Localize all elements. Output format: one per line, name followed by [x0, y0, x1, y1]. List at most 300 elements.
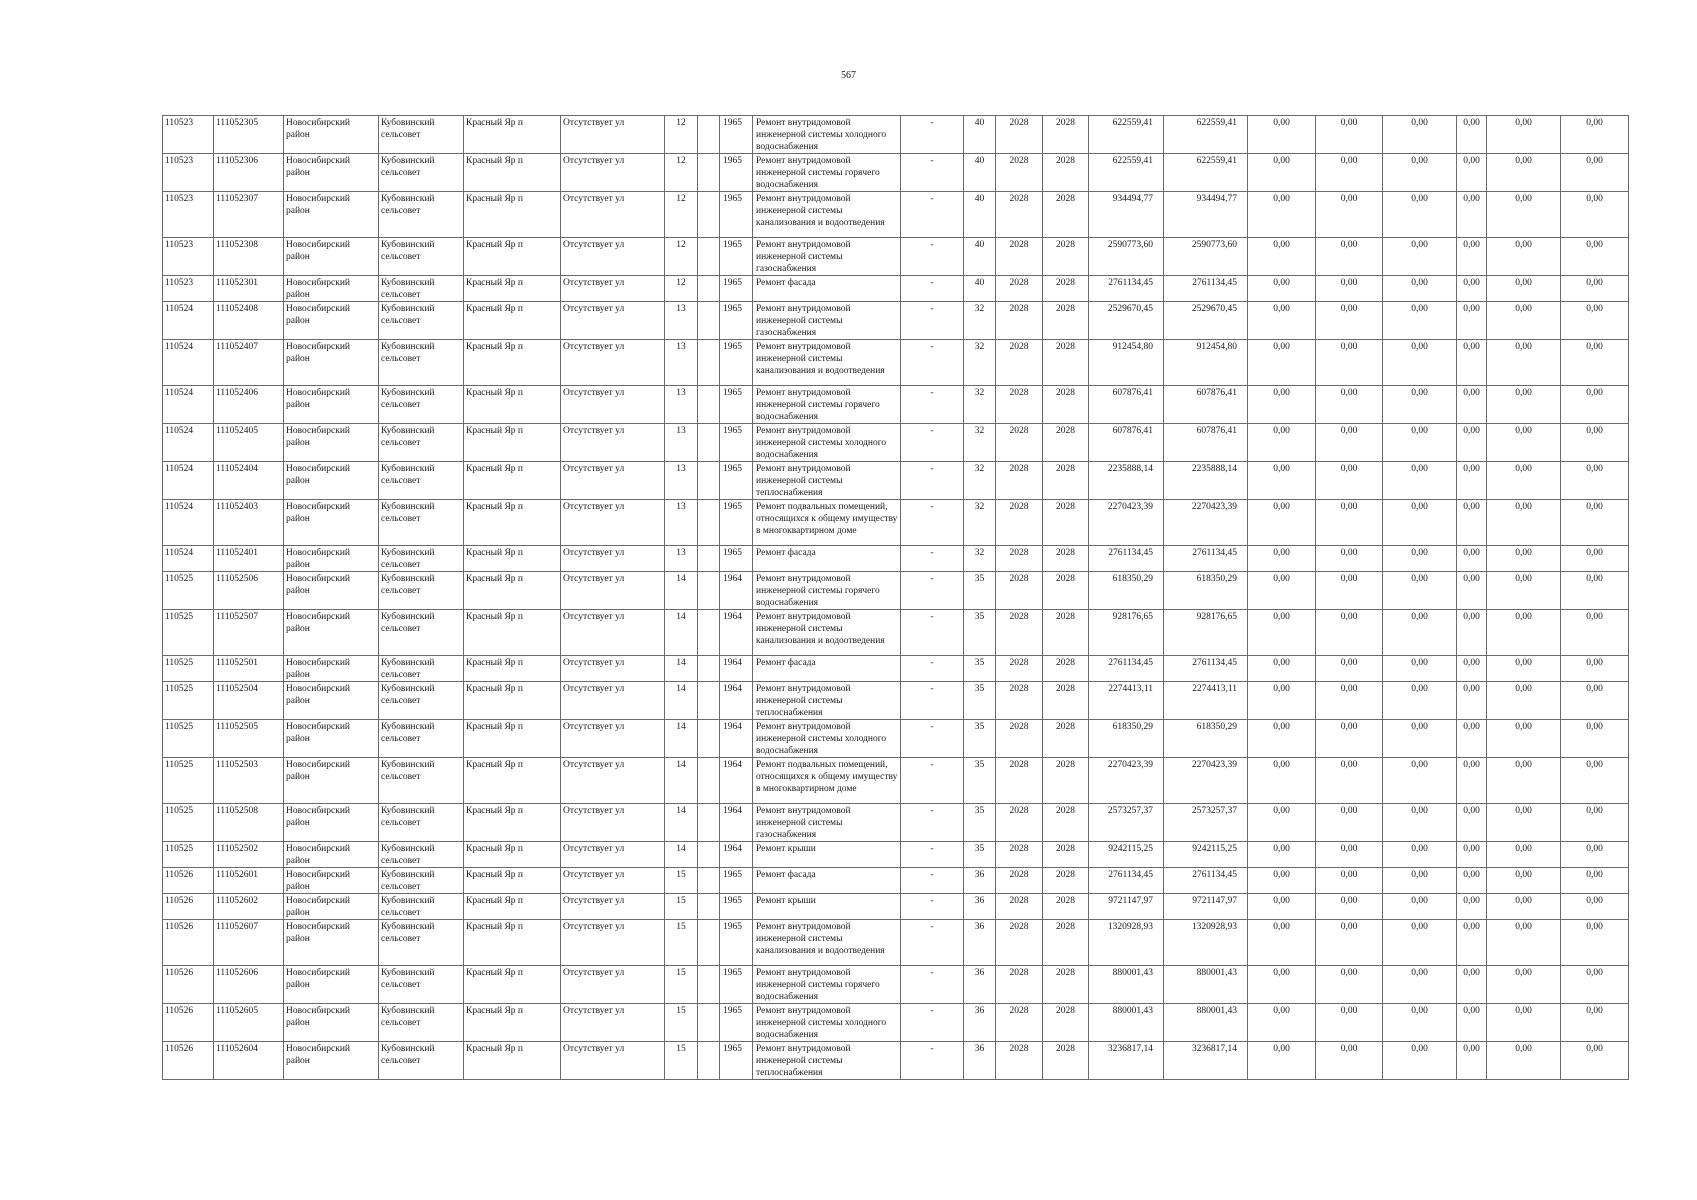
cell-plan-year-start: 2028	[996, 462, 1043, 500]
cell-cost-extra: 0,00	[1561, 920, 1629, 966]
cell-cost-fund: 618350,29	[1164, 572, 1248, 610]
cell-unit: -	[901, 116, 964, 154]
cell-plan-year-start: 2028	[996, 500, 1043, 546]
cell-street: Отсутствует ул	[561, 842, 665, 868]
cell-plan-year-start: 2028	[996, 340, 1043, 386]
cell-cost-local: 0,00	[1383, 340, 1457, 386]
cell-street: Отсутствует ул	[561, 424, 665, 462]
cell-settlement: Кубовинский сельсовет	[379, 302, 464, 340]
cell-cost-other: 0,00	[1457, 302, 1487, 340]
cell-cost-federal: 0,00	[1248, 462, 1316, 500]
cell-house-number: 13	[665, 500, 698, 546]
cell-unit: -	[901, 758, 964, 804]
cell-cost-total: 2761134,45	[1089, 868, 1164, 894]
cell-district: Новосибирский район	[284, 386, 379, 424]
cell-cost-other: 0,00	[1457, 1042, 1487, 1080]
cell-wear-percent: 36	[964, 894, 996, 920]
cell-work-type: Ремонт внутридомовой инженерной системы канализования и водоотведения	[753, 920, 901, 966]
cell-cost-federal: 0,00	[1248, 154, 1316, 192]
cell-work-type: Ремонт внутридомовой инженерной системы теплоснабжения	[753, 682, 901, 720]
cell-cost-total: 618350,29	[1089, 720, 1164, 758]
cell-cost-extra: 0,00	[1561, 116, 1629, 154]
cell-work-type: Ремонт внутридомовой инженерной системы горячего водоснабжения	[753, 386, 901, 424]
cell-cost-total: 928176,65	[1089, 610, 1164, 656]
cell-cost-total: 2761134,45	[1089, 656, 1164, 682]
cell-house-letter	[698, 966, 720, 1004]
cell-cost-fund: 622559,41	[1164, 116, 1248, 154]
cell-unit: -	[901, 868, 964, 894]
cell-settlement: Кубовинский сельсовет	[379, 656, 464, 682]
cell-settlement: Кубовинский сельсовет	[379, 192, 464, 238]
table-row	[163, 1004, 1629, 1042]
cell-cost-owners: 0,00	[1487, 610, 1561, 656]
cell-street: Отсутствует ул	[561, 462, 665, 500]
cell-cost-other: 0,00	[1457, 682, 1487, 720]
cell-district: Новосибирский район	[284, 842, 379, 868]
cell-settlement: Кубовинский сельсовет	[379, 462, 464, 500]
table-row	[163, 610, 1629, 656]
cell-build-year: 1965	[720, 546, 753, 572]
cell-district: Новосибирский район	[284, 424, 379, 462]
cell-cost-total: 9721147,97	[1089, 894, 1164, 920]
cell-unit: -	[901, 276, 964, 302]
cell-plan-year-start: 2028	[996, 276, 1043, 302]
cell-cost-total: 618350,29	[1089, 572, 1164, 610]
cell-build-year: 1964	[720, 804, 753, 842]
cell-plan-year-start: 2028	[996, 1004, 1043, 1042]
cell-cost-fund: 2761134,45	[1164, 656, 1248, 682]
table-row	[163, 720, 1629, 758]
cell-work-type: Ремонт внутридомовой инженерной системы газоснабжения	[753, 804, 901, 842]
cell-build-year: 1964	[720, 720, 753, 758]
cell-cost-total: 607876,41	[1089, 424, 1164, 462]
cell-unit: -	[901, 720, 964, 758]
cell-cost-fund: 607876,41	[1164, 386, 1248, 424]
cell-cost-regional: 0,00	[1316, 302, 1383, 340]
cell-work-type: Ремонт внутридомовой инженерной системы канализования и водоотведения	[753, 340, 901, 386]
cell-settlement: Кубовинский сельсовет	[379, 116, 464, 154]
cell-work-code: 111052607	[214, 920, 284, 966]
cell-build-year: 1965	[720, 302, 753, 340]
cell-cost-federal: 0,00	[1248, 720, 1316, 758]
cell-district: Новосибирский район	[284, 192, 379, 238]
cell-locality: Красный Яр п	[464, 238, 561, 276]
table-row	[163, 804, 1629, 842]
cell-cost-regional: 0,00	[1316, 546, 1383, 572]
cell-plan-year-start: 2028	[996, 238, 1043, 276]
cell-plan-year-end: 2028	[1043, 302, 1089, 340]
cell-cost-other: 0,00	[1457, 720, 1487, 758]
cell-work-code: 111052404	[214, 462, 284, 500]
cell-cost-total: 2529670,45	[1089, 302, 1164, 340]
cell-cost-federal: 0,00	[1248, 894, 1316, 920]
cell-street: Отсутствует ул	[561, 340, 665, 386]
cell-cost-extra: 0,00	[1561, 500, 1629, 546]
cell-house-number: 14	[665, 804, 698, 842]
cell-street: Отсутствует ул	[561, 758, 665, 804]
cell-street: Отсутствует ул	[561, 656, 665, 682]
cell-cost-owners: 0,00	[1487, 424, 1561, 462]
cell-locality: Красный Яр п	[464, 720, 561, 758]
cell-cost-total: 2590773,60	[1089, 238, 1164, 276]
cell-district: Новосибирский район	[284, 572, 379, 610]
table-row	[163, 302, 1629, 340]
cell-plan-year-end: 2028	[1043, 154, 1089, 192]
table-row	[163, 154, 1629, 192]
cell-work-type: Ремонт крыши	[753, 894, 901, 920]
cell-mkd-code: 110524	[163, 340, 214, 386]
cell-build-year: 1964	[720, 758, 753, 804]
cell-house-letter	[698, 842, 720, 868]
cell-cost-owners: 0,00	[1487, 804, 1561, 842]
cell-work-type: Ремонт внутридомовой инженерной системы холодного водоснабжения	[753, 116, 901, 154]
cell-cost-other: 0,00	[1457, 546, 1487, 572]
cell-house-number: 13	[665, 302, 698, 340]
cell-cost-fund: 2761134,45	[1164, 546, 1248, 572]
cell-mkd-code: 110523	[163, 154, 214, 192]
cell-cost-owners: 0,00	[1487, 966, 1561, 1004]
cell-unit: -	[901, 340, 964, 386]
cell-cost-regional: 0,00	[1316, 1004, 1383, 1042]
cell-cost-extra: 0,00	[1561, 462, 1629, 500]
cell-cost-total: 2761134,45	[1089, 546, 1164, 572]
cell-cost-owners: 0,00	[1487, 116, 1561, 154]
cell-plan-year-start: 2028	[996, 572, 1043, 610]
cell-mkd-code: 110526	[163, 1042, 214, 1080]
cell-plan-year-end: 2028	[1043, 192, 1089, 238]
table-row	[163, 500, 1629, 546]
cell-street: Отсутствует ул	[561, 682, 665, 720]
cell-cost-fund: 912454,80	[1164, 340, 1248, 386]
cell-house-number: 13	[665, 462, 698, 500]
cell-settlement: Кубовинский сельсовет	[379, 758, 464, 804]
table-row	[163, 546, 1629, 572]
cell-work-type: Ремонт фасада	[753, 868, 901, 894]
cell-cost-owners: 0,00	[1487, 302, 1561, 340]
capital-repair-table	[162, 115, 1629, 1080]
cell-work-type: Ремонт внутридомовой инженерной системы теплоснабжения	[753, 462, 901, 500]
cell-cost-federal: 0,00	[1248, 868, 1316, 894]
cell-unit: -	[901, 682, 964, 720]
cell-plan-year-end: 2028	[1043, 386, 1089, 424]
cell-mkd-code: 110525	[163, 682, 214, 720]
cell-plan-year-end: 2028	[1043, 1004, 1089, 1042]
cell-plan-year-start: 2028	[996, 842, 1043, 868]
cell-cost-federal: 0,00	[1248, 966, 1316, 1004]
cell-house-number: 14	[665, 682, 698, 720]
cell-cost-regional: 0,00	[1316, 154, 1383, 192]
cell-build-year: 1964	[720, 572, 753, 610]
cell-cost-other: 0,00	[1457, 500, 1487, 546]
cell-locality: Красный Яр п	[464, 572, 561, 610]
cell-cost-local: 0,00	[1383, 572, 1457, 610]
cell-cost-local: 0,00	[1383, 804, 1457, 842]
cell-work-type: Ремонт внутридомовой инженерной системы горячего водоснабжения	[753, 154, 901, 192]
cell-house-letter	[698, 500, 720, 546]
cell-work-code: 111052606	[214, 966, 284, 1004]
cell-work-code: 111052505	[214, 720, 284, 758]
cell-build-year: 1964	[720, 610, 753, 656]
cell-plan-year-start: 2028	[996, 424, 1043, 462]
cell-cost-total: 934494,77	[1089, 192, 1164, 238]
cell-cost-federal: 0,00	[1248, 500, 1316, 546]
cell-street: Отсутствует ул	[561, 868, 665, 894]
cell-locality: Красный Яр п	[464, 966, 561, 1004]
cell-cost-owners: 0,00	[1487, 894, 1561, 920]
cell-house-letter	[698, 920, 720, 966]
cell-cost-owners: 0,00	[1487, 656, 1561, 682]
cell-district: Новосибирский район	[284, 302, 379, 340]
cell-cost-other: 0,00	[1457, 238, 1487, 276]
cell-plan-year-end: 2028	[1043, 920, 1089, 966]
table-row	[163, 920, 1629, 966]
cell-mkd-code: 110525	[163, 572, 214, 610]
cell-cost-total: 880001,43	[1089, 1004, 1164, 1042]
cell-mkd-code: 110525	[163, 804, 214, 842]
cell-cost-federal: 0,00	[1248, 238, 1316, 276]
cell-cost-regional: 0,00	[1316, 1042, 1383, 1080]
cell-district: Новосибирский район	[284, 894, 379, 920]
cell-build-year: 1964	[720, 842, 753, 868]
cell-locality: Красный Яр п	[464, 758, 561, 804]
cell-locality: Красный Яр п	[464, 656, 561, 682]
cell-settlement: Кубовинский сельсовет	[379, 842, 464, 868]
cell-build-year: 1965	[720, 894, 753, 920]
cell-cost-federal: 0,00	[1248, 546, 1316, 572]
cell-cost-fund: 1320928,93	[1164, 920, 1248, 966]
cell-work-type: Ремонт внутридомовой инженерной системы холодного водоснабжения	[753, 720, 901, 758]
cell-settlement: Кубовинский сельсовет	[379, 500, 464, 546]
cell-wear-percent: 35	[964, 656, 996, 682]
cell-locality: Красный Яр п	[464, 610, 561, 656]
cell-plan-year-start: 2028	[996, 682, 1043, 720]
cell-cost-other: 0,00	[1457, 656, 1487, 682]
cell-wear-percent: 32	[964, 424, 996, 462]
cell-cost-regional: 0,00	[1316, 462, 1383, 500]
cell-cost-regional: 0,00	[1316, 758, 1383, 804]
cell-street: Отсутствует ул	[561, 386, 665, 424]
cell-wear-percent: 35	[964, 572, 996, 610]
cell-cost-local: 0,00	[1383, 116, 1457, 154]
cell-cost-fund: 2761134,45	[1164, 868, 1248, 894]
cell-cost-regional: 0,00	[1316, 966, 1383, 1004]
cell-settlement: Кубовинский сельсовет	[379, 572, 464, 610]
cell-district: Новосибирский район	[284, 656, 379, 682]
cell-cost-fund: 2529670,45	[1164, 302, 1248, 340]
cell-settlement: Кубовинский сельсовет	[379, 546, 464, 572]
cell-build-year: 1964	[720, 682, 753, 720]
cell-cost-local: 0,00	[1383, 720, 1457, 758]
cell-cost-extra: 0,00	[1561, 1042, 1629, 1080]
cell-settlement: Кубовинский сельсовет	[379, 720, 464, 758]
cell-work-type: Ремонт внутридомовой инженерной системы газоснабжения	[753, 302, 901, 340]
cell-cost-regional: 0,00	[1316, 682, 1383, 720]
cell-cost-owners: 0,00	[1487, 720, 1561, 758]
cell-district: Новосибирский район	[284, 720, 379, 758]
cell-settlement: Кубовинский сельсовет	[379, 424, 464, 462]
cell-wear-percent: 35	[964, 610, 996, 656]
cell-cost-total: 622559,41	[1089, 116, 1164, 154]
cell-mkd-code: 110526	[163, 1004, 214, 1042]
cell-cost-regional: 0,00	[1316, 868, 1383, 894]
cell-district: Новосибирский район	[284, 610, 379, 656]
cell-cost-total: 2761134,45	[1089, 276, 1164, 302]
cell-unit: -	[901, 238, 964, 276]
cell-street: Отсутствует ул	[561, 720, 665, 758]
cell-mkd-code: 110526	[163, 894, 214, 920]
cell-mkd-code: 110524	[163, 386, 214, 424]
cell-locality: Красный Яр п	[464, 682, 561, 720]
cell-mkd-code: 110524	[163, 302, 214, 340]
cell-cost-other: 0,00	[1457, 572, 1487, 610]
cell-street: Отсутствует ул	[561, 920, 665, 966]
cell-mkd-code: 110524	[163, 500, 214, 546]
cell-unit: -	[901, 1042, 964, 1080]
cell-cost-owners: 0,00	[1487, 238, 1561, 276]
cell-work-type: Ремонт подвальных помещений, относящихся к общему имуществу в многоквартирном доме	[753, 758, 901, 804]
cell-cost-federal: 0,00	[1248, 116, 1316, 154]
table-row	[163, 572, 1629, 610]
cell-cost-other: 0,00	[1457, 386, 1487, 424]
cell-work-code: 111052501	[214, 656, 284, 682]
cell-mkd-code: 110523	[163, 192, 214, 238]
cell-cost-total: 912454,80	[1089, 340, 1164, 386]
cell-plan-year-end: 2028	[1043, 1042, 1089, 1080]
cell-unit: -	[901, 610, 964, 656]
cell-cost-total: 607876,41	[1089, 386, 1164, 424]
cell-settlement: Кубовинский сельсовет	[379, 894, 464, 920]
cell-locality: Красный Яр п	[464, 386, 561, 424]
cell-plan-year-end: 2028	[1043, 868, 1089, 894]
cell-cost-regional: 0,00	[1316, 340, 1383, 386]
cell-house-number: 13	[665, 424, 698, 462]
cell-cost-owners: 0,00	[1487, 340, 1561, 386]
cell-work-code: 111052407	[214, 340, 284, 386]
cell-cost-owners: 0,00	[1487, 500, 1561, 546]
cell-cost-owners: 0,00	[1487, 1042, 1561, 1080]
cell-cost-other: 0,00	[1457, 1004, 1487, 1042]
cell-cost-federal: 0,00	[1248, 340, 1316, 386]
cell-house-number: 12	[665, 238, 698, 276]
cell-cost-extra: 0,00	[1561, 966, 1629, 1004]
table-row	[163, 682, 1629, 720]
cell-work-code: 111052504	[214, 682, 284, 720]
cell-cost-fund: 2274413,11	[1164, 682, 1248, 720]
cell-work-type: Ремонт фасада	[753, 656, 901, 682]
cell-settlement: Кубовинский сельсовет	[379, 1004, 464, 1042]
cell-build-year: 1965	[720, 1004, 753, 1042]
cell-wear-percent: 40	[964, 238, 996, 276]
cell-cost-regional: 0,00	[1316, 920, 1383, 966]
cell-plan-year-end: 2028	[1043, 966, 1089, 1004]
cell-plan-year-end: 2028	[1043, 720, 1089, 758]
cell-house-number: 12	[665, 116, 698, 154]
table-row	[163, 462, 1629, 500]
cell-work-type: Ремонт внутридомовой инженерной системы канализования и водоотведения	[753, 192, 901, 238]
cell-house-number: 12	[665, 154, 698, 192]
cell-street: Отсутствует ул	[561, 500, 665, 546]
cell-district: Новосибирский район	[284, 154, 379, 192]
cell-cost-extra: 0,00	[1561, 154, 1629, 192]
cell-mkd-code: 110523	[163, 116, 214, 154]
cell-build-year: 1965	[720, 116, 753, 154]
cell-cost-extra: 0,00	[1561, 682, 1629, 720]
cell-wear-percent: 32	[964, 386, 996, 424]
cell-build-year: 1965	[720, 920, 753, 966]
cell-cost-federal: 0,00	[1248, 804, 1316, 842]
cell-work-code: 111052305	[214, 116, 284, 154]
cell-work-type: Ремонт внутридомовой инженерной системы теплоснабжения	[753, 1042, 901, 1080]
cell-cost-extra: 0,00	[1561, 192, 1629, 238]
cell-mkd-code: 110526	[163, 966, 214, 1004]
cell-cost-regional: 0,00	[1316, 572, 1383, 610]
cell-house-letter	[698, 868, 720, 894]
cell-wear-percent: 32	[964, 500, 996, 546]
cell-work-code: 111052506	[214, 572, 284, 610]
cell-district: Новосибирский район	[284, 920, 379, 966]
cell-cost-regional: 0,00	[1316, 424, 1383, 462]
cell-wear-percent: 40	[964, 192, 996, 238]
cell-district: Новосибирский район	[284, 1042, 379, 1080]
cell-wear-percent: 35	[964, 842, 996, 868]
cell-cost-local: 0,00	[1383, 1042, 1457, 1080]
cell-work-code: 111052503	[214, 758, 284, 804]
cell-unit: -	[901, 154, 964, 192]
cell-cost-fund: 2270423,39	[1164, 500, 1248, 546]
cell-build-year: 1965	[720, 386, 753, 424]
table-row	[163, 386, 1629, 424]
cell-cost-other: 0,00	[1457, 154, 1487, 192]
cell-cost-extra: 0,00	[1561, 1004, 1629, 1042]
table-row	[163, 758, 1629, 804]
cell-house-number: 15	[665, 1042, 698, 1080]
cell-work-type: Ремонт внутридомовой инженерной системы газоснабжения	[753, 238, 901, 276]
cell-house-letter	[698, 192, 720, 238]
cell-locality: Красный Яр п	[464, 894, 561, 920]
cell-wear-percent: 36	[964, 966, 996, 1004]
cell-cost-federal: 0,00	[1248, 276, 1316, 302]
cell-cost-extra: 0,00	[1561, 302, 1629, 340]
cell-mkd-code: 110525	[163, 842, 214, 868]
cell-cost-other: 0,00	[1457, 116, 1487, 154]
cell-street: Отсутствует ул	[561, 546, 665, 572]
cell-work-code: 111052507	[214, 610, 284, 656]
cell-house-letter	[698, 720, 720, 758]
cell-locality: Красный Яр п	[464, 424, 561, 462]
cell-cost-local: 0,00	[1383, 758, 1457, 804]
cell-build-year: 1965	[720, 276, 753, 302]
cell-house-letter	[698, 804, 720, 842]
cell-unit: -	[901, 656, 964, 682]
cell-district: Новосибирский район	[284, 238, 379, 276]
cell-wear-percent: 40	[964, 276, 996, 302]
cell-cost-fund: 2235888,14	[1164, 462, 1248, 500]
cell-house-letter	[698, 238, 720, 276]
cell-cost-federal: 0,00	[1248, 192, 1316, 238]
cell-cost-regional: 0,00	[1316, 276, 1383, 302]
cell-street: Отсутствует ул	[561, 804, 665, 842]
cell-work-type: Ремонт внутридомовой инженерной системы канализования и водоотведения	[753, 610, 901, 656]
cell-cost-owners: 0,00	[1487, 1004, 1561, 1042]
cell-street: Отсутствует ул	[561, 1042, 665, 1080]
cell-district: Новосибирский район	[284, 546, 379, 572]
cell-cost-local: 0,00	[1383, 842, 1457, 868]
cell-cost-federal: 0,00	[1248, 920, 1316, 966]
cell-cost-regional: 0,00	[1316, 192, 1383, 238]
cell-house-number: 15	[665, 966, 698, 1004]
cell-cost-local: 0,00	[1383, 500, 1457, 546]
cell-settlement: Кубовинский сельсовет	[379, 610, 464, 656]
